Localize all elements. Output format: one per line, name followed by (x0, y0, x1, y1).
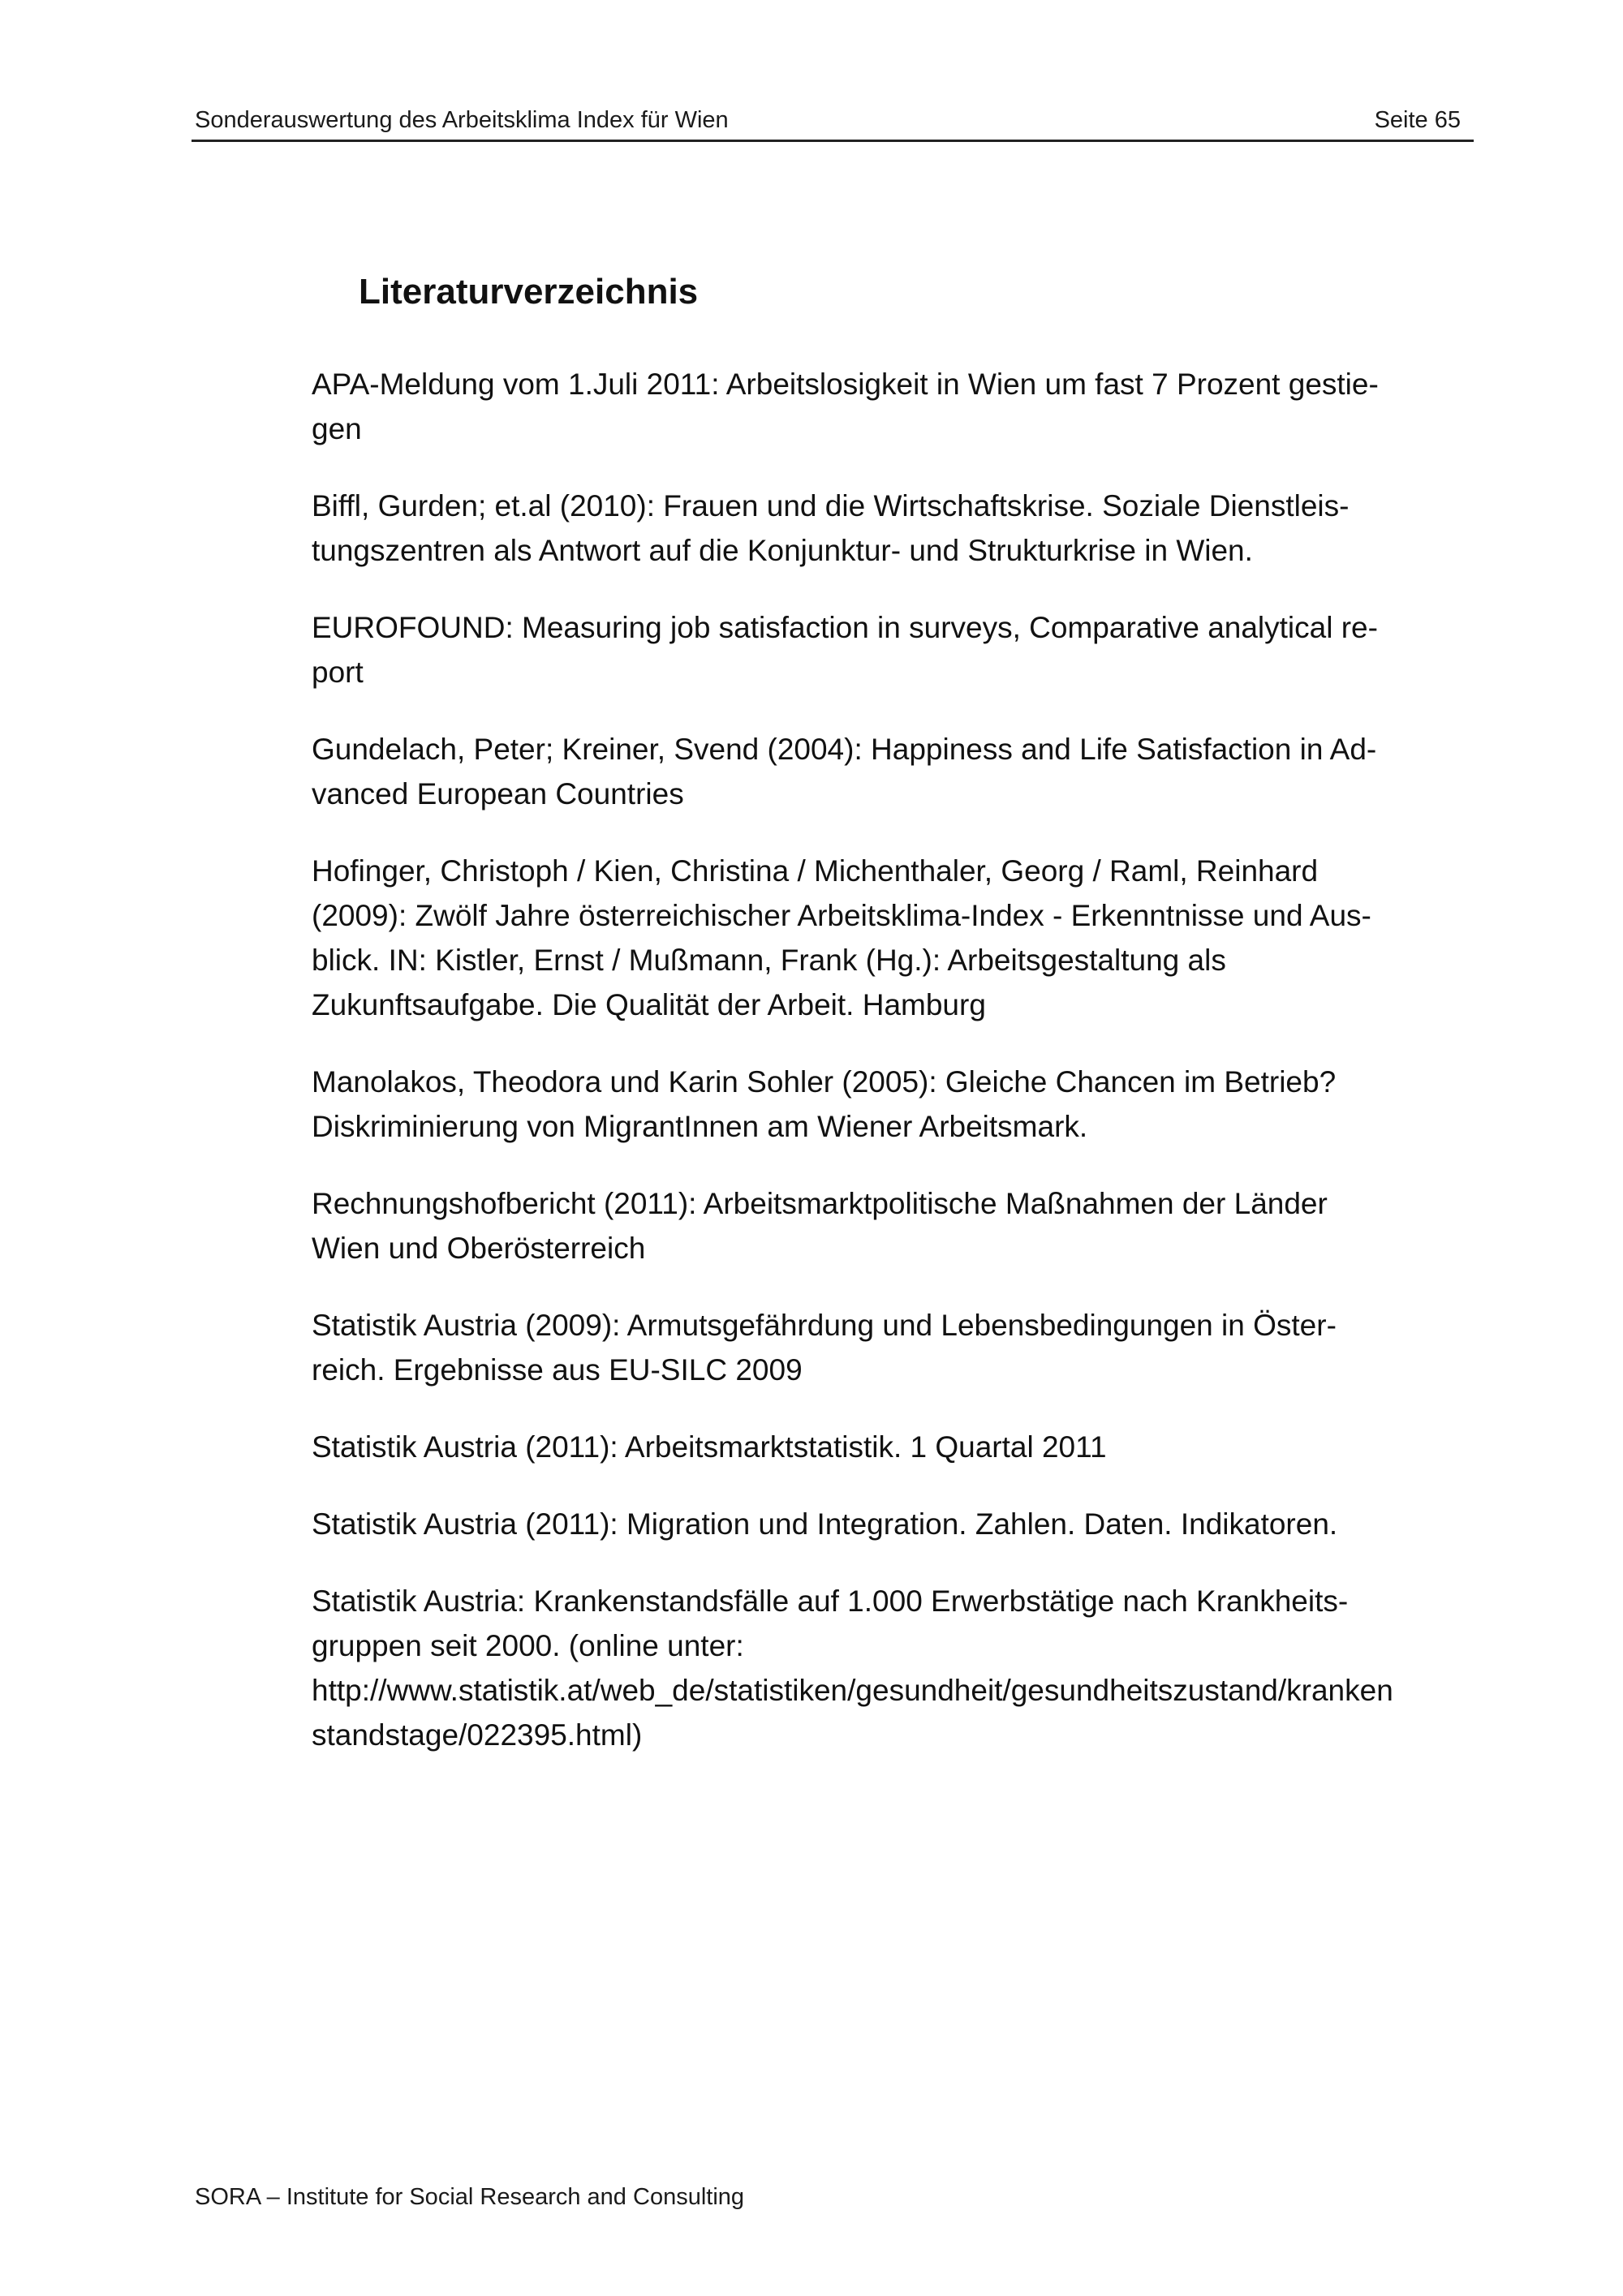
reference-list (312, 362, 1480, 1790)
reference-item-eurofound: EUROFOUND: Measuring job satisfaction in surveys, Comparative analytical re- port (312, 611, 1378, 689)
reference-item-hofinger: Hofinger, Christoph / Kien, Christina / Michenthaler, Georg / Raml, Reinhard (2009): Zwölf Jahre österreichischer Arbeitsklima-Index - Erkenntnisse und Aus- blick. IN: Kistler, Ernst / Mußmann, Frank (Hg.): Arbeitsgestaltung als Zukunftsaufgabe. Die Qualität der Arbeit. Hamburg (312, 854, 1371, 1021)
reference-item-statistik-2011-arbeitsmarkt: Statistik Austria (2011): Arbeitsmarktstatistik. 1 Quartal 2011 (312, 1430, 1107, 1464)
reference-item-rechnungshof: Rechnungshofbericht (2011): Arbeitsmarktpolitische Maßnahmen der Länder Wien und Oberösterreich (312, 1187, 1328, 1265)
page-header (192, 101, 1474, 142)
section-title: Literaturverzeichnis (359, 272, 699, 312)
reference-item-gundelach: Gundelach, Peter; Kreiner, Svend (2004): Happiness and Life Satisfaction in Ad- vanced European Countries (312, 733, 1377, 810)
page-footer: SORA – Institute for Social Research and Consulting (195, 2184, 745, 2210)
reference-item-apa: APA-Meldung vom 1.Juli 2011: Arbeitslosigkeit in Wien um fast 7 Prozent gestie- gen (312, 368, 1379, 445)
reference-item-statistik-2011-migration: Statistik Austria (2011): Migration und Integration. Zahlen. Daten. Indikatoren. (312, 1507, 1338, 1541)
reference-item-statistik-2009: Statistik Austria (2009): Armutsgefährdung und Lebensbedingungen in Öster- reich. Ergebnisse aus EU-SILC 2009 (312, 1309, 1337, 1387)
reference-item-biffl: Biffl, Gurden; et.al (2010): Frauen und die Wirtschaftskrise. Soziale Dienstleis- tungszentren als Antwort auf die Konjunktur- und Strukturkrise in Wien. (312, 489, 1350, 567)
header-title: Sonderauswertung des Arbeitsklima Index für Wien (195, 107, 729, 133)
page-number: Seite 65 (1374, 107, 1461, 133)
reference-item-statistik-kranken: Statistik Austria: Krankenstandsfälle auf 1.000 Erwerbstätige nach Krankheits- gruppen seit 2000. (online unter: http://www.statistik.at/web_de/statistiken/gesundheit/gesundheitszustand/kranken standstage/022395.html) (312, 1584, 1393, 1752)
reference-item-manolakos: Manolakos, Theodora und Karin Sohler (2005): Gleiche Chancen im Betrieb? Diskriminierung von MigrantInnen am Wiener Arbeitsmark. (312, 1065, 1337, 1143)
